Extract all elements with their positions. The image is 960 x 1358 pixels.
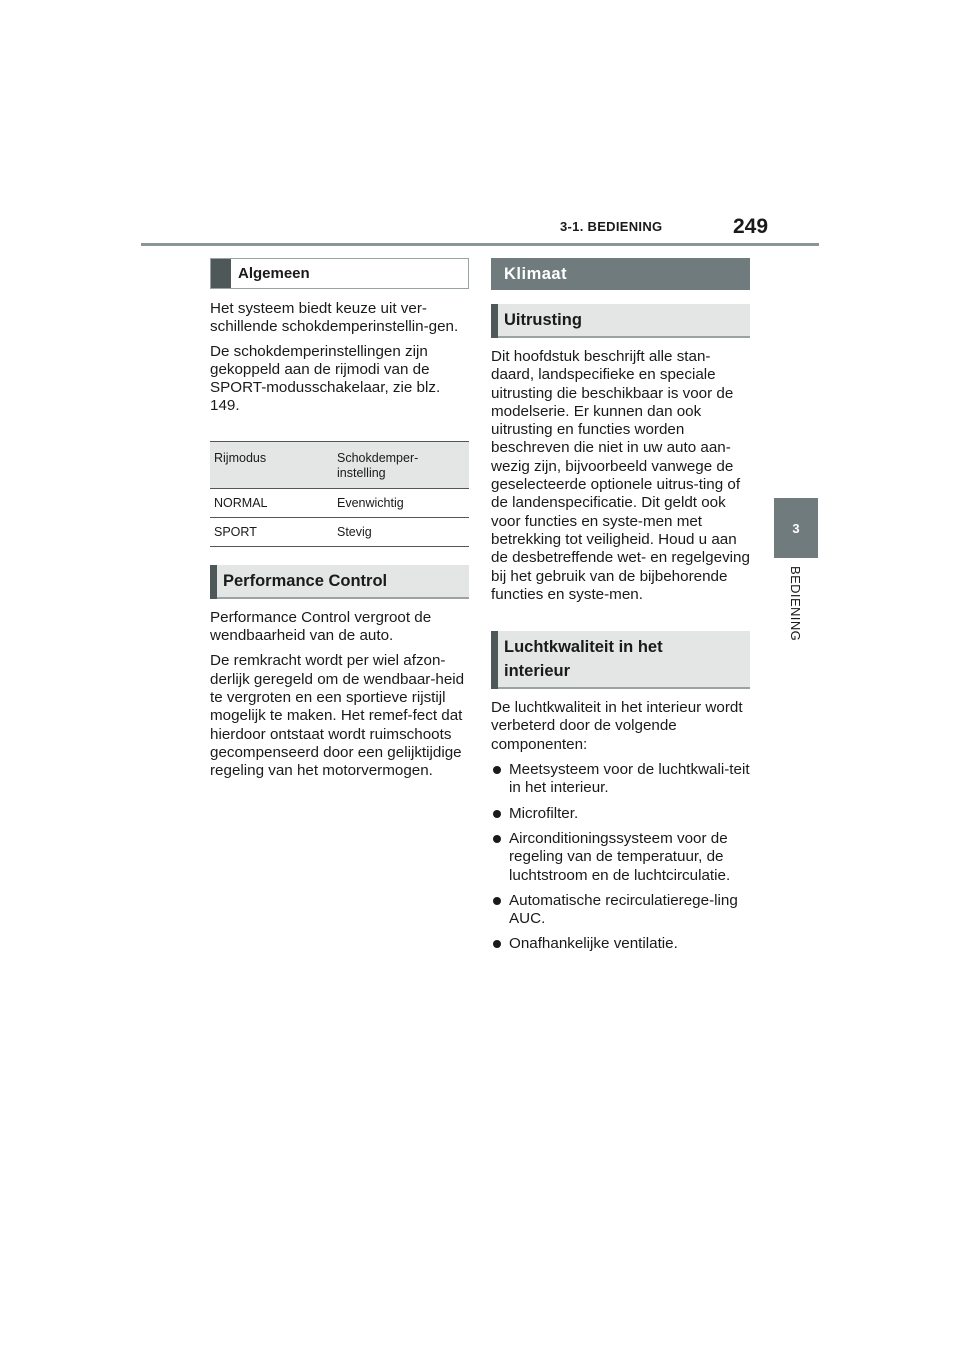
list-item	[491, 761, 750, 798]
list-item-text: Onafhankelijke ventilatie.	[509, 935, 678, 953]
heading-performance-control	[210, 565, 469, 599]
section-label: 3-1. BEDIENING	[560, 219, 663, 234]
list-item	[491, 892, 750, 929]
heading-luchtkwaliteit-line1: Luchtkwaliteit in het	[504, 638, 663, 657]
table-row	[210, 517, 469, 546]
bullet-icon	[493, 766, 501, 774]
heading-klimaat-text: Klimaat	[504, 264, 568, 283]
table-cell: SPORT	[210, 517, 333, 546]
paragraph: Het systeem biedt keuze uit ver-schillende schokdemperinstellin-gen.	[210, 300, 459, 336]
paragraph: De remkracht wordt per wiel afzon-derlijk geregeld om de wendbaar-heid te vergroten en een sportieve rijstijl mogelijk te maken. Het remef-fect dat hierdoor ontstaat wordt ruimschoots gecompenseerd door een gelijktijdige regeling van het motorvermogen.	[210, 652, 465, 780]
heading-luchtkwaliteit-line2: interieur	[504, 662, 571, 681]
list-item-text: Meetsysteem voor de luchtkwali-teit in het interieur.	[509, 761, 750, 797]
table-cell: Stevig	[333, 517, 469, 546]
right-column	[491, 258, 750, 961]
header-divider	[141, 243, 819, 246]
heading-uitrusting-text: Uitrusting	[504, 311, 582, 329]
damper-settings-table	[210, 441, 469, 547]
table-header-cell: Rijmodus	[210, 441, 333, 488]
bullet-icon	[493, 940, 501, 948]
heading-klimaat	[491, 258, 750, 290]
heading-marker	[211, 259, 231, 288]
bullet-icon	[493, 835, 501, 843]
component-list	[491, 761, 750, 954]
heading-algemeen	[210, 258, 469, 289]
chapter-tab: 3	[774, 498, 818, 558]
table-row	[210, 488, 469, 517]
heading-marker	[210, 565, 217, 599]
heading-marker	[491, 304, 498, 338]
list-item	[491, 935, 750, 953]
heading-algemeen-text: Algemeen	[238, 265, 310, 282]
heading-uitrusting	[491, 304, 750, 338]
list-item	[491, 805, 750, 823]
paragraph: De luchtkwaliteit in het interieur wordt verbeterd door de volgende componenten:	[491, 699, 743, 753]
paragraph: De schokdemperinstellingen zijn gekoppeld aan de rijmodi van de SPORT-modusschakelaar, zie blz. 149.	[210, 342, 441, 415]
chapter-label: BEDIENING	[788, 566, 803, 642]
bullet-icon	[493, 810, 501, 818]
list-item	[491, 830, 750, 885]
list-item-text: Automatische recirculatierege-ling AUC.	[509, 891, 738, 928]
list-item-text: Microfilter.	[509, 804, 579, 822]
table-header-row	[210, 441, 469, 488]
table-header-cell: Schokdemper-instelling	[333, 441, 469, 488]
left-column	[210, 258, 469, 787]
heading-luchtkwaliteit	[491, 631, 750, 689]
paragraph: Dit hoofdstuk beschrijft alle stan-daard, landspecifieke en speciale uitrusting die beschikbaar is voor de modelserie. Er kunnen dan ook uitrusting en functies worden beschreven die niet in uw auto aan-wezig zijn, bijvoorbeeld vanwege de geselecteerde optionele uitrus-ting of de landenspecificatie. Dit geldt ook voor functies en syste-men met betrekking tot veiligheid. Houd u aan de desbetreffende wet- en regelgeving bij het gebruik van de bijbehorende functies en syste-men.	[491, 348, 750, 603]
list-item-text: Airconditioningssysteem voor de regeling van de temperatuur, de luchtstroom en de luchtcirculatie.	[509, 829, 731, 884]
table-cell: NORMAL	[210, 488, 333, 517]
heading-performance-control-text: Performance Control	[223, 571, 388, 590]
table-cell: Evenwichtig	[333, 488, 469, 517]
bullet-icon	[493, 897, 501, 905]
page-number: 249	[733, 215, 769, 238]
heading-marker	[491, 631, 498, 689]
paragraph: Performance Control vergroot de wendbaarheid van de auto.	[210, 608, 432, 645]
